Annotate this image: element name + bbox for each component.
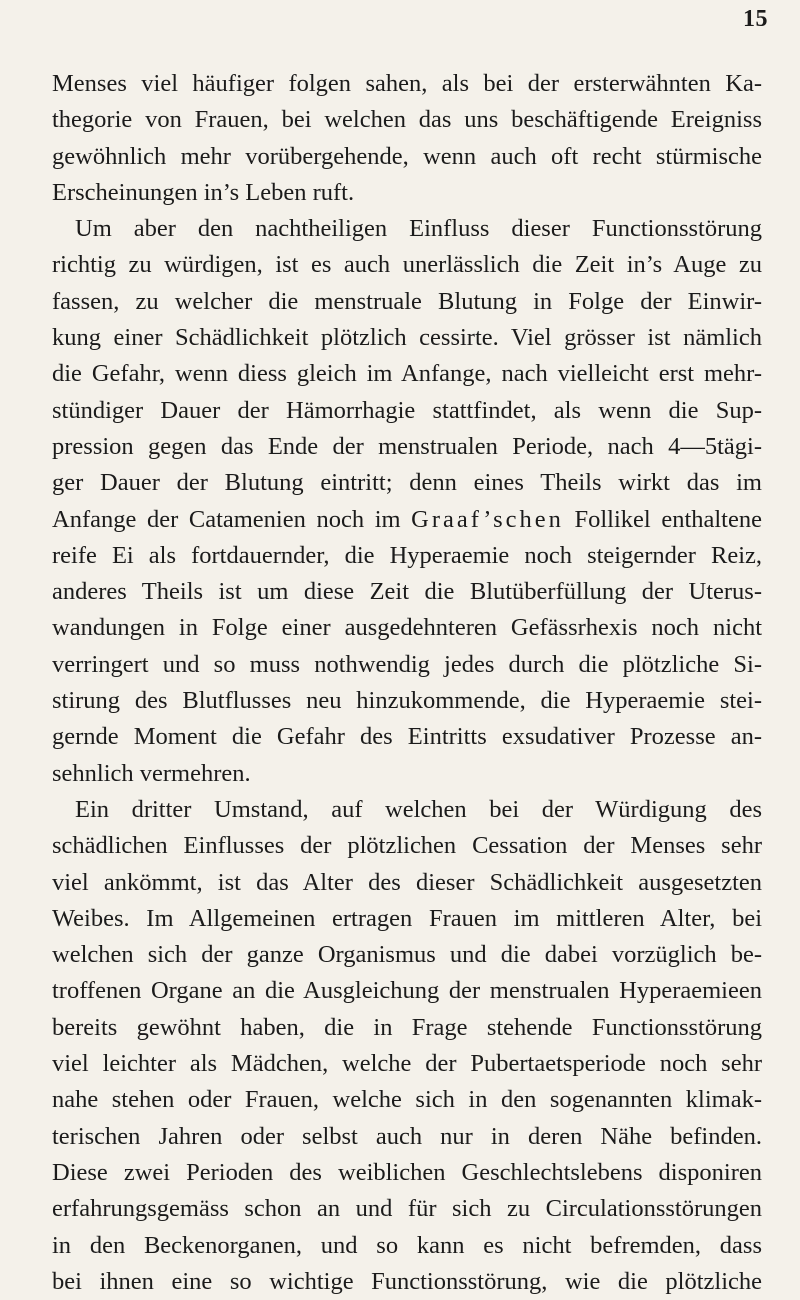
text-line: wandungen in Folge einer ausgedehnteren Gefässrhexis noch nicht xyxy=(52,614,762,642)
paragraph-2 xyxy=(52,211,762,792)
text-line: viel ankömmt, ist das Alter des dieser Schädlichkeit ausgesetzten xyxy=(52,868,762,896)
text-line: viel leichter als Mädchen, welche der Pubertaetsperiode noch sehr xyxy=(52,1050,762,1078)
text-line: die Gefahr, wenn diess gleich im Anfange, nach vielleicht erst mehr- xyxy=(52,360,762,388)
spaced-name: Graaf’schen xyxy=(411,505,564,533)
text-line: Menses viel häufiger folgen sahen, als bei der ersterwähnten Ka- xyxy=(52,70,762,97)
text-line: nahe stehen oder Frauen, welche sich in den sogenannten klimak- xyxy=(52,1086,762,1114)
paragraph-3 xyxy=(52,792,762,1300)
text-line: kung einer Schädlichkeit plötzlich cessirte. Viel grösser ist nämlich xyxy=(52,324,762,352)
text-line: Ein dritter Umstand, auf welchen bei der Würdigung des xyxy=(75,795,762,823)
text-line: Diese zwei Perioden des weiblichen Geschlechtslebens disponiren xyxy=(52,1158,762,1186)
text-line: anderes Theils ist um diese Zeit die Blutüberfüllung der Uterus- xyxy=(52,578,762,606)
text-line: gernde Moment die Gefahr des Eintritts exsudativer Prozesse an- xyxy=(52,723,762,751)
paragraph-1 xyxy=(52,66,762,211)
text-line: erfahrungsgemäss schon an und für sich zu Circulationsstörungen xyxy=(52,1195,762,1223)
text-line: bei ihnen eine so wichtige Functionsstörung, wie die plötzliche xyxy=(52,1267,762,1295)
text-line: terischen Jahren oder selbst auch nur in deren Nähe befinden. xyxy=(52,1122,762,1150)
text-line: Erscheinungen in’s Leben ruft. xyxy=(52,178,355,206)
text-line: sehnlich vermehren. xyxy=(52,759,251,787)
text-line: reife Ei als fortdauernder, die Hyperaemie noch steigernder Reiz, xyxy=(52,541,762,569)
text-line: ger Dauer der Blutung eintritt; denn eines Theils wirkt das im xyxy=(52,469,762,497)
text-segment: Follikel enthaltene xyxy=(563,505,762,533)
text-segment: Anfange der Catamenien noch im xyxy=(52,505,412,533)
text-line: pression gegen das Ende der menstrualen Periode, nach 4—5tägi- xyxy=(52,432,762,460)
text-line: bereits gewöhnt haben, die in Frage stehende Functionsstörung xyxy=(52,1013,762,1041)
text-line xyxy=(52,502,762,538)
text-line: Um aber den nachtheiligen Einfluss dieser Functionsstörung xyxy=(75,215,762,243)
text-line: gewöhnlich mehr vorübergehende, wenn auch oft recht stürmische xyxy=(52,142,762,170)
text-line: welchen sich der ganze Organismus und die dabei vorzüglich be- xyxy=(52,941,762,969)
text-line: fassen, zu welcher die menstruale Blutung in Folge der Einwir- xyxy=(52,287,762,315)
body-text xyxy=(52,66,762,1300)
page-number: 15 xyxy=(743,6,768,32)
text-line: schädlichen Einflusses der plötzlichen Cessation der Menses sehr xyxy=(52,832,762,860)
text-line: in den Beckenorganen, und so kann es nicht befremden, dass xyxy=(52,1231,762,1259)
text-line: richtig zu würdigen, ist es auch unerlässlich die Zeit in’s Auge zu xyxy=(52,251,762,279)
text-line: stirung des Blutflusses neu hinzukommende, die Hyperaemie stei- xyxy=(52,687,762,715)
text-line: stündiger Dauer der Hämorrhagie stattfindet, als wenn die Sup- xyxy=(52,396,762,424)
text-line: Weibes. Im Allgemeinen ertragen Frauen im mittleren Alter, bei xyxy=(52,904,762,932)
text-line: thegorie von Frauen, bei welchen das uns beschäftigende Ereigniss xyxy=(52,106,762,134)
text-line: verringert und so muss nothwendig jedes durch die plötzliche Si- xyxy=(52,650,762,678)
text-line: troffenen Organe an die Ausgleichung der menstrualen Hyperaemieen xyxy=(52,977,762,1005)
